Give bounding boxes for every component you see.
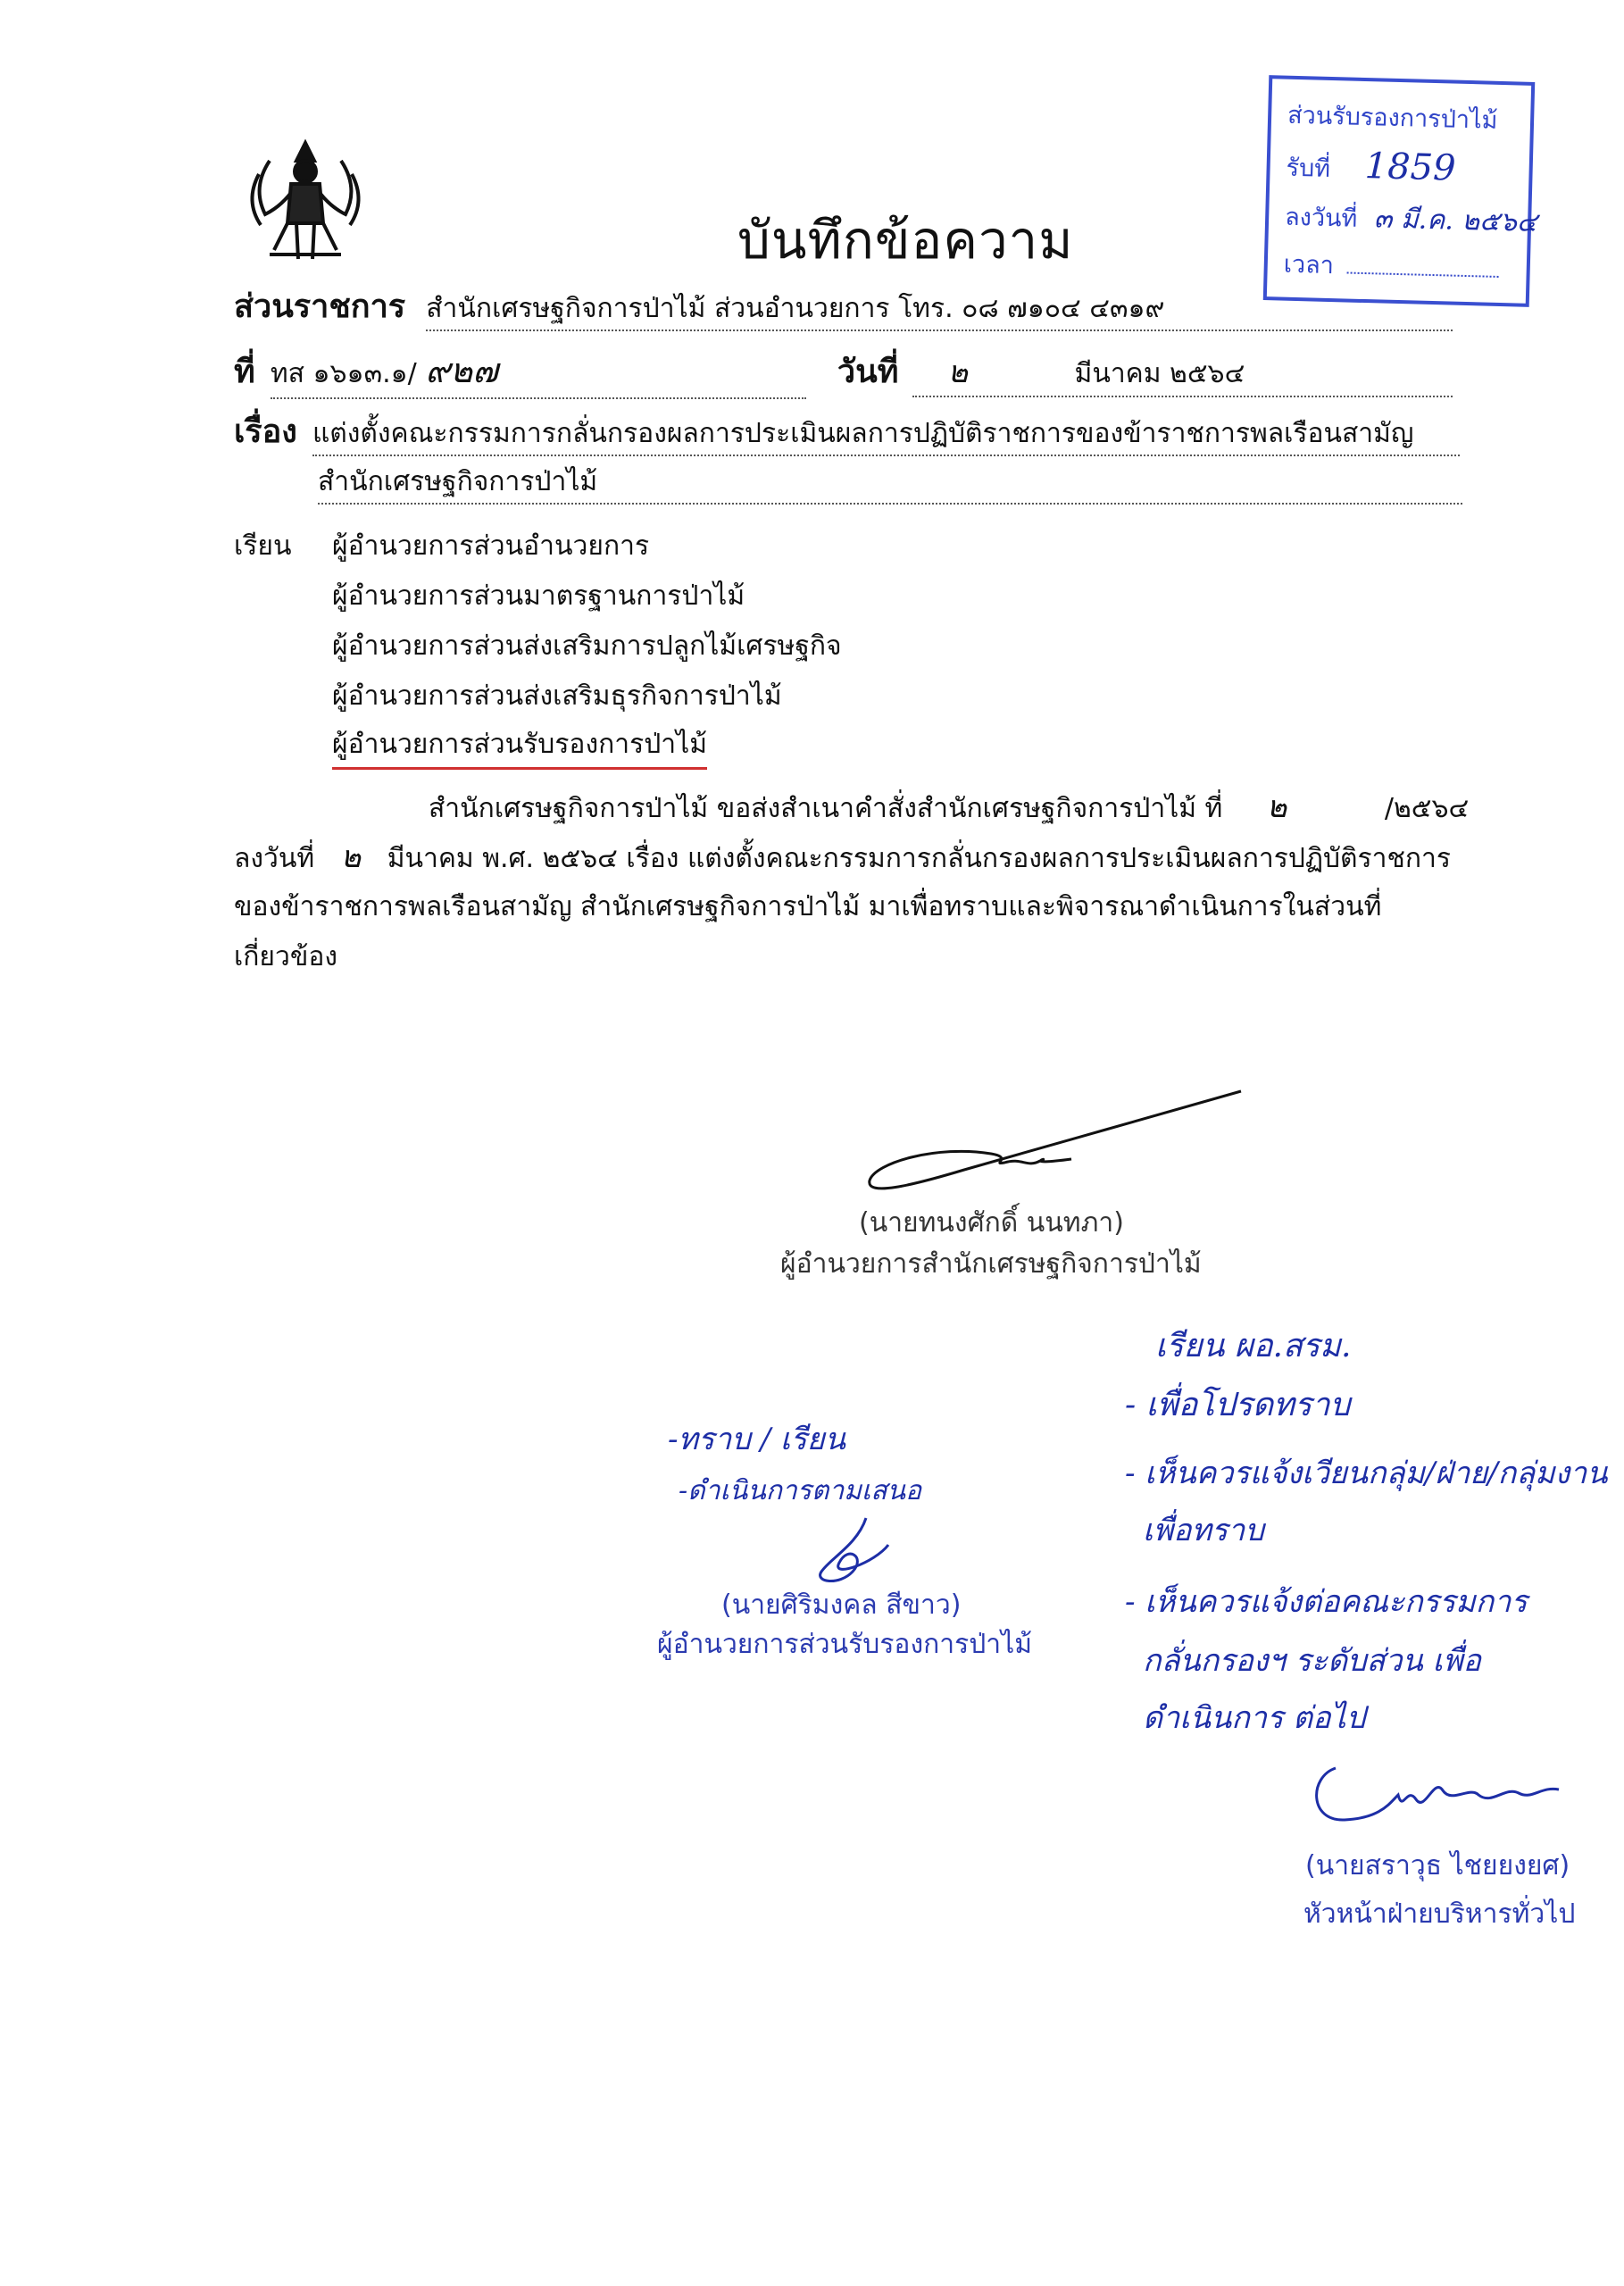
recipient-5: ผู้อำนวยการส่วนรับรองการป่าไม้ bbox=[332, 723, 707, 770]
date-day: ๒ bbox=[947, 355, 968, 390]
page-title: บันทึกข้อความ bbox=[737, 210, 1074, 271]
subject-label: เรื่อง bbox=[234, 413, 297, 450]
garuda-emblem-icon bbox=[234, 125, 377, 268]
left-note-2: -ดำเนินการตามเสนอ bbox=[679, 1475, 922, 1506]
right-note-7: ดำเนินการ ต่อไป bbox=[1143, 1700, 1366, 1736]
body-line-3: ของข้าราชการพลเรือนสามัญ สำนักเศรษฐกิจการป่าไม้ มาเพื่อทราบและพิจารณาดำเนินการในส่วนที่ bbox=[234, 891, 1382, 922]
left-signer-name: (นายศิริมงคล สีขาว) bbox=[721, 1589, 962, 1621]
agency-label: ส่วนราชการ bbox=[234, 288, 406, 325]
subject-line-2: สำนักเศรษฐกิจการป่าไม้ bbox=[318, 461, 1462, 505]
stamp-time-label: เวลา bbox=[1283, 250, 1335, 280]
recipient-3: ผู้อำนวยการส่วนส่งเสริมการปลูกไม้เศรษฐกิจ bbox=[332, 630, 842, 662]
body-text-1: สำนักเศรษฐกิจการป่าไม้ ขอส่งสำเนาคำสั่งสำนักเศรษฐกิจการป่าไม้ ที่ bbox=[429, 793, 1223, 824]
recipient-4: ผู้อำนวยการส่วนส่งเสริมธุรกิจการป่าไม้ bbox=[332, 680, 782, 712]
agency-value: สำนักเศรษฐกิจการป่าไม้ ส่วนอำนวยการ โทร. ๐๘ ๗๑๐๔ ๔๓๑๙ bbox=[426, 288, 1453, 331]
stamp-number: 1859 bbox=[1364, 145, 1457, 189]
receipt-stamp bbox=[1263, 75, 1538, 307]
ref-value: ทส ๑๖๑๓.๑/ bbox=[270, 358, 417, 389]
left-signer-position: ผู้อำนวยการส่วนรับรองการป่าไม้ bbox=[657, 1629, 1032, 1660]
stamp-date: ๓ มี.ค. ๒๕๖๔ bbox=[1373, 203, 1538, 239]
right-note-6: กลั่นกรองฯ ระดับส่วน เพื่อ bbox=[1143, 1643, 1481, 1679]
body-order-number: ๒ bbox=[1266, 789, 1287, 825]
right-signer-name: (นายสราวุธ ไชยยงยศ) bbox=[1305, 1850, 1570, 1881]
date-label: วันที่ bbox=[837, 354, 899, 390]
body-line-2 bbox=[234, 832, 1451, 884]
recipient-2: ผู้อำนวยการส่วนมาตรฐานการป่าไม้ bbox=[332, 580, 745, 612]
director-position: ผู้อำนวยการสำนักเศรษฐกิจการป่าไม้ bbox=[780, 1248, 1202, 1280]
left-signature-icon bbox=[804, 1509, 902, 1589]
body-text-2b: มีนาคม พ.ศ. ๒๕๖๔ เรื่อง แต่งตั้งคณะกรรมการกลั่นกรองผลการประเมินผลการปฏิบัติราชการ bbox=[387, 843, 1451, 874]
director-signature-icon bbox=[857, 1080, 1250, 1206]
stamp-date-label: ลงวันที่ bbox=[1284, 203, 1358, 233]
subject-row bbox=[234, 405, 1460, 456]
stamp-number-label: รับที่ bbox=[1286, 154, 1331, 183]
body-order-year: /๒๕๖๔ bbox=[1384, 793, 1470, 824]
agency-row bbox=[234, 280, 1462, 331]
subject-line-1: แต่งตั้งคณะกรรมการกลั่นกรองผลการประเมินผลการปฏิบัติราชการของข้าราชการพลเรือนสามัญ bbox=[312, 413, 1460, 456]
ref-label: ที่ bbox=[234, 354, 255, 390]
left-note-1: -ทราบ / เรียน bbox=[668, 1422, 845, 1457]
right-note-1: เรียน ผอ.สรม. bbox=[1155, 1328, 1352, 1364]
ref-row bbox=[234, 343, 1462, 399]
date-rest: มีนาคม ๒๕๖๔ bbox=[1074, 358, 1245, 389]
body-line-4: เกี่ยวข้อง bbox=[234, 941, 338, 972]
ref-handwritten: ๙๒๗ bbox=[425, 351, 498, 390]
director-name: (นายทนงศักดิ์ นนทภา) bbox=[859, 1207, 1124, 1239]
body-text-2a: ลงวันที่ bbox=[234, 843, 315, 874]
body-order-day: ๒ bbox=[340, 839, 362, 875]
right-note-5: - เห็นควรแจ้งต่อคณะกรรมการ bbox=[1125, 1584, 1528, 1620]
recipient-1: ผู้อำนวยการส่วนอำนวยการ bbox=[332, 530, 650, 562]
right-signature-icon bbox=[1300, 1750, 1568, 1840]
right-note-3: - เห็นควรแจ้งเวียนกลุ่ม/ฝ่าย/กลุ่มงาน bbox=[1125, 1456, 1608, 1491]
right-note-2: - เพื่อโปรดทราบ bbox=[1125, 1387, 1351, 1423]
to-label: เรียน bbox=[234, 530, 292, 562]
body-line-1 bbox=[429, 782, 1469, 834]
stamp-org: ส่วนรับรองการป่าไม้ bbox=[1287, 101, 1498, 135]
right-signer-position: หัวหน้าฝ่ายบริหารทั่วไป bbox=[1303, 1898, 1576, 1930]
right-note-4: เพื่อทราบ bbox=[1143, 1513, 1264, 1548]
